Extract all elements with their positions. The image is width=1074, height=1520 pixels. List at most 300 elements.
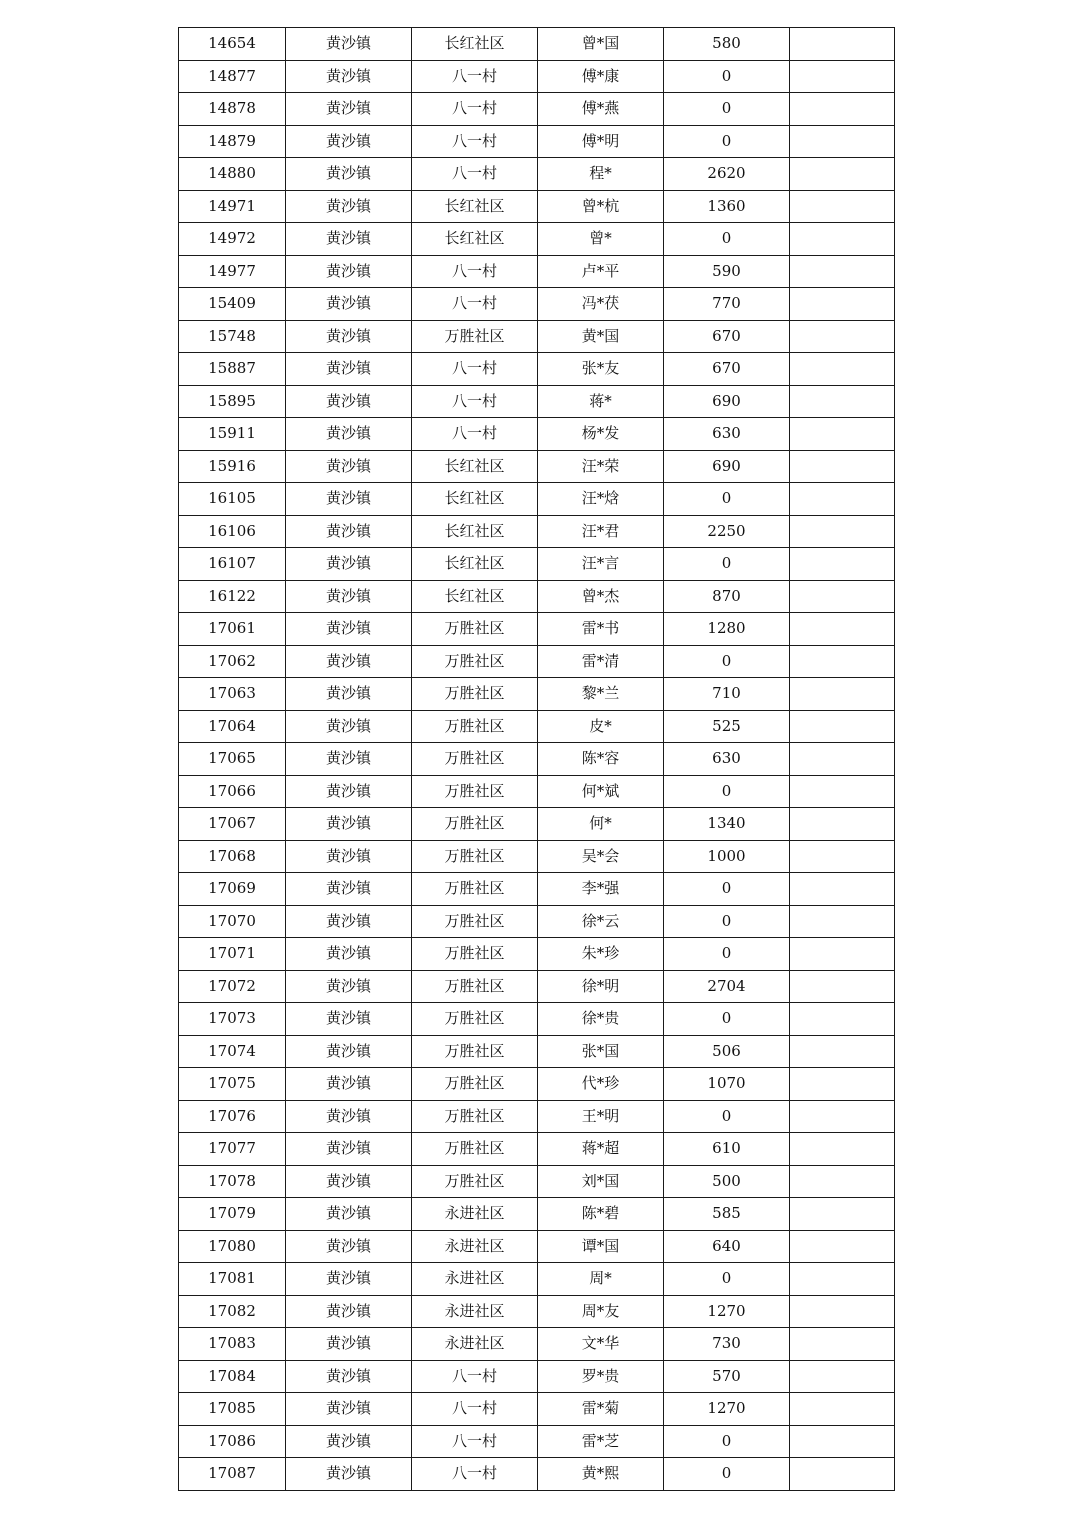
table-row [179, 158, 895, 191]
village-cell: 永进社区 [412, 1328, 538, 1361]
amount-cell: 1280 [664, 613, 790, 646]
table-row [179, 288, 895, 321]
row-id-cell: 16122 [179, 580, 286, 613]
town-cell: 黄沙镇 [286, 905, 412, 938]
town-cell: 黄沙镇 [286, 1295, 412, 1328]
village-cell: 永进社区 [412, 1263, 538, 1296]
row-id-cell: 15748 [179, 320, 286, 353]
note-cell [790, 808, 895, 841]
row-id-cell: 17068 [179, 840, 286, 873]
note-cell [790, 1133, 895, 1166]
amount-cell: 0 [664, 873, 790, 906]
note-cell [790, 223, 895, 256]
name-cell: 傅*燕 [538, 93, 664, 126]
amount-cell: 2250 [664, 515, 790, 548]
name-cell: 何* [538, 808, 664, 841]
table-row [179, 1393, 895, 1426]
village-cell: 万胜社区 [412, 613, 538, 646]
row-id-cell: 17086 [179, 1425, 286, 1458]
row-id-cell: 17077 [179, 1133, 286, 1166]
name-cell: 蒋* [538, 385, 664, 418]
town-cell: 黄沙镇 [286, 775, 412, 808]
row-id-cell: 17080 [179, 1230, 286, 1263]
village-cell: 万胜社区 [412, 808, 538, 841]
note-cell [790, 1165, 895, 1198]
table-row [179, 125, 895, 158]
village-cell: 万胜社区 [412, 970, 538, 1003]
table-row [179, 1003, 895, 1036]
village-cell: 长红社区 [412, 190, 538, 223]
amount-cell: 770 [664, 288, 790, 321]
town-cell: 黄沙镇 [286, 353, 412, 386]
town-cell: 黄沙镇 [286, 873, 412, 906]
row-id-cell: 17075 [179, 1068, 286, 1101]
row-id-cell: 17082 [179, 1295, 286, 1328]
table-row [179, 775, 895, 808]
note-cell [790, 548, 895, 581]
table-row [179, 970, 895, 1003]
table-row [179, 548, 895, 581]
village-cell: 永进社区 [412, 1198, 538, 1231]
note-cell [790, 450, 895, 483]
town-cell: 黄沙镇 [286, 1458, 412, 1491]
town-cell: 黄沙镇 [286, 483, 412, 516]
note-cell [790, 938, 895, 971]
row-id-cell: 16107 [179, 548, 286, 581]
amount-cell: 670 [664, 353, 790, 386]
name-cell: 李*强 [538, 873, 664, 906]
table-row [179, 938, 895, 971]
name-cell: 傅*明 [538, 125, 664, 158]
amount-cell: 630 [664, 743, 790, 776]
village-cell: 八一村 [412, 353, 538, 386]
table-row [179, 385, 895, 418]
amount-cell: 1360 [664, 190, 790, 223]
note-cell [790, 1035, 895, 1068]
row-id-cell: 15916 [179, 450, 286, 483]
table-row [179, 483, 895, 516]
village-cell: 万胜社区 [412, 645, 538, 678]
name-cell: 徐*明 [538, 970, 664, 1003]
amount-cell: 1270 [664, 1295, 790, 1328]
name-cell: 张*国 [538, 1035, 664, 1068]
village-cell: 八一村 [412, 1393, 538, 1426]
village-cell: 八一村 [412, 125, 538, 158]
table-row [179, 1295, 895, 1328]
town-cell: 黄沙镇 [286, 1165, 412, 1198]
amount-cell: 525 [664, 710, 790, 743]
name-cell: 谭*国 [538, 1230, 664, 1263]
village-cell: 万胜社区 [412, 938, 538, 971]
town-cell: 黄沙镇 [286, 1230, 412, 1263]
village-cell: 万胜社区 [412, 710, 538, 743]
table-row [179, 808, 895, 841]
note-cell [790, 1458, 895, 1491]
row-id-cell: 15911 [179, 418, 286, 451]
note-cell [790, 1198, 895, 1231]
town-cell: 黄沙镇 [286, 223, 412, 256]
town-cell: 黄沙镇 [286, 158, 412, 191]
amount-cell: 1070 [664, 1068, 790, 1101]
row-id-cell: 17069 [179, 873, 286, 906]
amount-cell: 0 [664, 223, 790, 256]
village-cell: 长红社区 [412, 548, 538, 581]
town-cell: 黄沙镇 [286, 1133, 412, 1166]
table-row [179, 580, 895, 613]
amount-cell: 0 [664, 938, 790, 971]
village-cell: 长红社区 [412, 28, 538, 61]
note-cell [790, 320, 895, 353]
amount-cell: 0 [664, 93, 790, 126]
name-cell: 蒋*超 [538, 1133, 664, 1166]
name-cell: 汪*言 [538, 548, 664, 581]
table-row [179, 515, 895, 548]
town-cell: 黄沙镇 [286, 678, 412, 711]
amount-cell: 670 [664, 320, 790, 353]
note-cell [790, 710, 895, 743]
table-row [179, 1263, 895, 1296]
table-row [179, 1360, 895, 1393]
table-row [179, 1165, 895, 1198]
note-cell [790, 288, 895, 321]
amount-cell: 0 [664, 645, 790, 678]
note-cell [790, 1295, 895, 1328]
amount-cell: 690 [664, 385, 790, 418]
village-cell: 万胜社区 [412, 678, 538, 711]
table-row [179, 743, 895, 776]
table-row [179, 678, 895, 711]
note-cell [790, 28, 895, 61]
amount-cell: 506 [664, 1035, 790, 1068]
town-cell: 黄沙镇 [286, 1393, 412, 1426]
town-cell: 黄沙镇 [286, 1035, 412, 1068]
table-row [179, 223, 895, 256]
name-cell: 何*斌 [538, 775, 664, 808]
row-id-cell: 14879 [179, 125, 286, 158]
name-cell: 黄*熙 [538, 1458, 664, 1491]
amount-cell: 0 [664, 1263, 790, 1296]
row-id-cell: 17087 [179, 1458, 286, 1491]
row-id-cell: 17072 [179, 970, 286, 1003]
row-id-cell: 17085 [179, 1393, 286, 1426]
table-row [179, 905, 895, 938]
row-id-cell: 17067 [179, 808, 286, 841]
note-cell [790, 905, 895, 938]
row-id-cell: 16106 [179, 515, 286, 548]
village-cell: 长红社区 [412, 580, 538, 613]
row-id-cell: 17065 [179, 743, 286, 776]
table-row [179, 1230, 895, 1263]
village-cell: 八一村 [412, 255, 538, 288]
table-row [179, 28, 895, 61]
note-cell [790, 353, 895, 386]
name-cell: 程* [538, 158, 664, 191]
note-cell [790, 1393, 895, 1426]
name-cell: 徐*云 [538, 905, 664, 938]
name-cell: 曾*杭 [538, 190, 664, 223]
amount-cell: 630 [664, 418, 790, 451]
table-row [179, 645, 895, 678]
note-cell [790, 1360, 895, 1393]
amount-cell: 730 [664, 1328, 790, 1361]
table-row [179, 1133, 895, 1166]
village-cell: 八一村 [412, 418, 538, 451]
row-id-cell: 14654 [179, 28, 286, 61]
note-cell [790, 1263, 895, 1296]
table-row [179, 840, 895, 873]
village-cell: 永进社区 [412, 1295, 538, 1328]
village-cell: 八一村 [412, 1425, 538, 1458]
row-id-cell: 17070 [179, 905, 286, 938]
town-cell: 黄沙镇 [286, 190, 412, 223]
town-cell: 黄沙镇 [286, 1328, 412, 1361]
name-cell: 傅*康 [538, 60, 664, 93]
town-cell: 黄沙镇 [286, 385, 412, 418]
table-row [179, 93, 895, 126]
note-cell [790, 60, 895, 93]
table-row [179, 873, 895, 906]
amount-cell: 710 [664, 678, 790, 711]
note-cell [790, 385, 895, 418]
amount-cell: 590 [664, 255, 790, 288]
row-id-cell: 15895 [179, 385, 286, 418]
table-row [179, 320, 895, 353]
name-cell: 代*珍 [538, 1068, 664, 1101]
table-row [179, 353, 895, 386]
name-cell: 徐*贵 [538, 1003, 664, 1036]
note-cell [790, 125, 895, 158]
note-cell [790, 678, 895, 711]
row-id-cell: 15409 [179, 288, 286, 321]
row-id-cell: 14880 [179, 158, 286, 191]
town-cell: 黄沙镇 [286, 645, 412, 678]
row-id-cell: 14877 [179, 60, 286, 93]
amount-cell: 870 [664, 580, 790, 613]
note-cell [790, 190, 895, 223]
row-id-cell: 16105 [179, 483, 286, 516]
table-row [179, 418, 895, 451]
village-cell: 万胜社区 [412, 1100, 538, 1133]
name-cell: 曾* [538, 223, 664, 256]
note-cell [790, 158, 895, 191]
village-cell: 万胜社区 [412, 905, 538, 938]
note-cell [790, 580, 895, 613]
row-id-cell: 17064 [179, 710, 286, 743]
amount-cell: 2620 [664, 158, 790, 191]
note-cell [790, 840, 895, 873]
note-cell [790, 1425, 895, 1458]
row-id-cell: 14971 [179, 190, 286, 223]
name-cell: 皮* [538, 710, 664, 743]
town-cell: 黄沙镇 [286, 1100, 412, 1133]
village-cell: 八一村 [412, 385, 538, 418]
note-cell [790, 1100, 895, 1133]
village-cell: 万胜社区 [412, 1035, 538, 1068]
town-cell: 黄沙镇 [286, 743, 412, 776]
name-cell: 黎*兰 [538, 678, 664, 711]
note-cell [790, 970, 895, 1003]
village-cell: 八一村 [412, 1360, 538, 1393]
town-cell: 黄沙镇 [286, 1068, 412, 1101]
village-cell: 长红社区 [412, 223, 538, 256]
town-cell: 黄沙镇 [286, 808, 412, 841]
village-cell: 万胜社区 [412, 743, 538, 776]
amount-cell: 570 [664, 1360, 790, 1393]
amount-cell: 0 [664, 548, 790, 581]
row-id-cell: 17063 [179, 678, 286, 711]
town-cell: 黄沙镇 [286, 548, 412, 581]
name-cell: 陈*容 [538, 743, 664, 776]
town-cell: 黄沙镇 [286, 710, 412, 743]
note-cell [790, 418, 895, 451]
table-row [179, 1328, 895, 1361]
town-cell: 黄沙镇 [286, 60, 412, 93]
town-cell: 黄沙镇 [286, 288, 412, 321]
row-id-cell: 17083 [179, 1328, 286, 1361]
name-cell: 曾*杰 [538, 580, 664, 613]
note-cell [790, 1328, 895, 1361]
amount-cell: 0 [664, 1003, 790, 1036]
row-id-cell: 17073 [179, 1003, 286, 1036]
name-cell: 冯*茯 [538, 288, 664, 321]
name-cell: 汪*焓 [538, 483, 664, 516]
name-cell: 罗*贵 [538, 1360, 664, 1393]
row-id-cell: 17081 [179, 1263, 286, 1296]
note-cell [790, 873, 895, 906]
town-cell: 黄沙镇 [286, 450, 412, 483]
note-cell [790, 1230, 895, 1263]
village-cell: 万胜社区 [412, 873, 538, 906]
town-cell: 黄沙镇 [286, 28, 412, 61]
name-cell: 汪*君 [538, 515, 664, 548]
table-row [179, 1068, 895, 1101]
amount-cell: 610 [664, 1133, 790, 1166]
amount-cell: 0 [664, 1458, 790, 1491]
amount-cell: 1000 [664, 840, 790, 873]
name-cell: 雷*芝 [538, 1425, 664, 1458]
row-id-cell: 17062 [179, 645, 286, 678]
amount-cell: 585 [664, 1198, 790, 1231]
amount-cell: 0 [664, 1100, 790, 1133]
village-cell: 八一村 [412, 93, 538, 126]
table-row [179, 710, 895, 743]
name-cell: 张*友 [538, 353, 664, 386]
amount-cell: 690 [664, 450, 790, 483]
town-cell: 黄沙镇 [286, 515, 412, 548]
town-cell: 黄沙镇 [286, 125, 412, 158]
town-cell: 黄沙镇 [286, 840, 412, 873]
table-row [179, 1425, 895, 1458]
village-cell: 八一村 [412, 288, 538, 321]
amount-cell: 0 [664, 125, 790, 158]
town-cell: 黄沙镇 [286, 93, 412, 126]
village-cell: 长红社区 [412, 450, 538, 483]
data-table [178, 27, 895, 1491]
table-row [179, 60, 895, 93]
village-cell: 万胜社区 [412, 1165, 538, 1198]
row-id-cell: 17074 [179, 1035, 286, 1068]
table-row [179, 1458, 895, 1491]
town-cell: 黄沙镇 [286, 1198, 412, 1231]
amount-cell: 1340 [664, 808, 790, 841]
table-row [179, 190, 895, 223]
village-cell: 长红社区 [412, 515, 538, 548]
amount-cell: 580 [664, 28, 790, 61]
name-cell: 刘*国 [538, 1165, 664, 1198]
town-cell: 黄沙镇 [286, 320, 412, 353]
town-cell: 黄沙镇 [286, 1003, 412, 1036]
note-cell [790, 613, 895, 646]
name-cell: 黄*国 [538, 320, 664, 353]
village-cell: 八一村 [412, 60, 538, 93]
note-cell [790, 255, 895, 288]
note-cell [790, 1003, 895, 1036]
row-id-cell: 17061 [179, 613, 286, 646]
row-id-cell: 17066 [179, 775, 286, 808]
row-id-cell: 15887 [179, 353, 286, 386]
name-cell: 曾*国 [538, 28, 664, 61]
village-cell: 长红社区 [412, 483, 538, 516]
name-cell: 周* [538, 1263, 664, 1296]
table-row [179, 613, 895, 646]
town-cell: 黄沙镇 [286, 580, 412, 613]
name-cell: 王*明 [538, 1100, 664, 1133]
table-row [179, 1100, 895, 1133]
row-id-cell: 14878 [179, 93, 286, 126]
name-cell: 雷*菊 [538, 1393, 664, 1426]
note-cell [790, 775, 895, 808]
name-cell: 朱*珍 [538, 938, 664, 971]
name-cell: 卢*平 [538, 255, 664, 288]
amount-cell: 0 [664, 483, 790, 516]
row-id-cell: 17078 [179, 1165, 286, 1198]
town-cell: 黄沙镇 [286, 938, 412, 971]
amount-cell: 2704 [664, 970, 790, 1003]
town-cell: 黄沙镇 [286, 1360, 412, 1393]
village-cell: 万胜社区 [412, 1003, 538, 1036]
table-row [179, 1198, 895, 1231]
note-cell [790, 515, 895, 548]
note-cell [790, 1068, 895, 1101]
name-cell: 周*友 [538, 1295, 664, 1328]
amount-cell: 0 [664, 1425, 790, 1458]
row-id-cell: 17084 [179, 1360, 286, 1393]
town-cell: 黄沙镇 [286, 1425, 412, 1458]
amount-cell: 640 [664, 1230, 790, 1263]
village-cell: 八一村 [412, 158, 538, 191]
village-cell: 万胜社区 [412, 1133, 538, 1166]
table-row [179, 255, 895, 288]
row-id-cell: 14977 [179, 255, 286, 288]
row-id-cell: 17079 [179, 1198, 286, 1231]
note-cell [790, 483, 895, 516]
name-cell: 文*华 [538, 1328, 664, 1361]
village-cell: 八一村 [412, 1458, 538, 1491]
village-cell: 万胜社区 [412, 320, 538, 353]
amount-cell: 0 [664, 905, 790, 938]
name-cell: 陈*碧 [538, 1198, 664, 1231]
amount-cell: 0 [664, 775, 790, 808]
village-cell: 万胜社区 [412, 840, 538, 873]
table-body [179, 28, 895, 1491]
note-cell [790, 645, 895, 678]
name-cell: 汪*荣 [538, 450, 664, 483]
amount-cell: 1270 [664, 1393, 790, 1426]
village-cell: 永进社区 [412, 1230, 538, 1263]
town-cell: 黄沙镇 [286, 970, 412, 1003]
table-row [179, 1035, 895, 1068]
table-row [179, 450, 895, 483]
